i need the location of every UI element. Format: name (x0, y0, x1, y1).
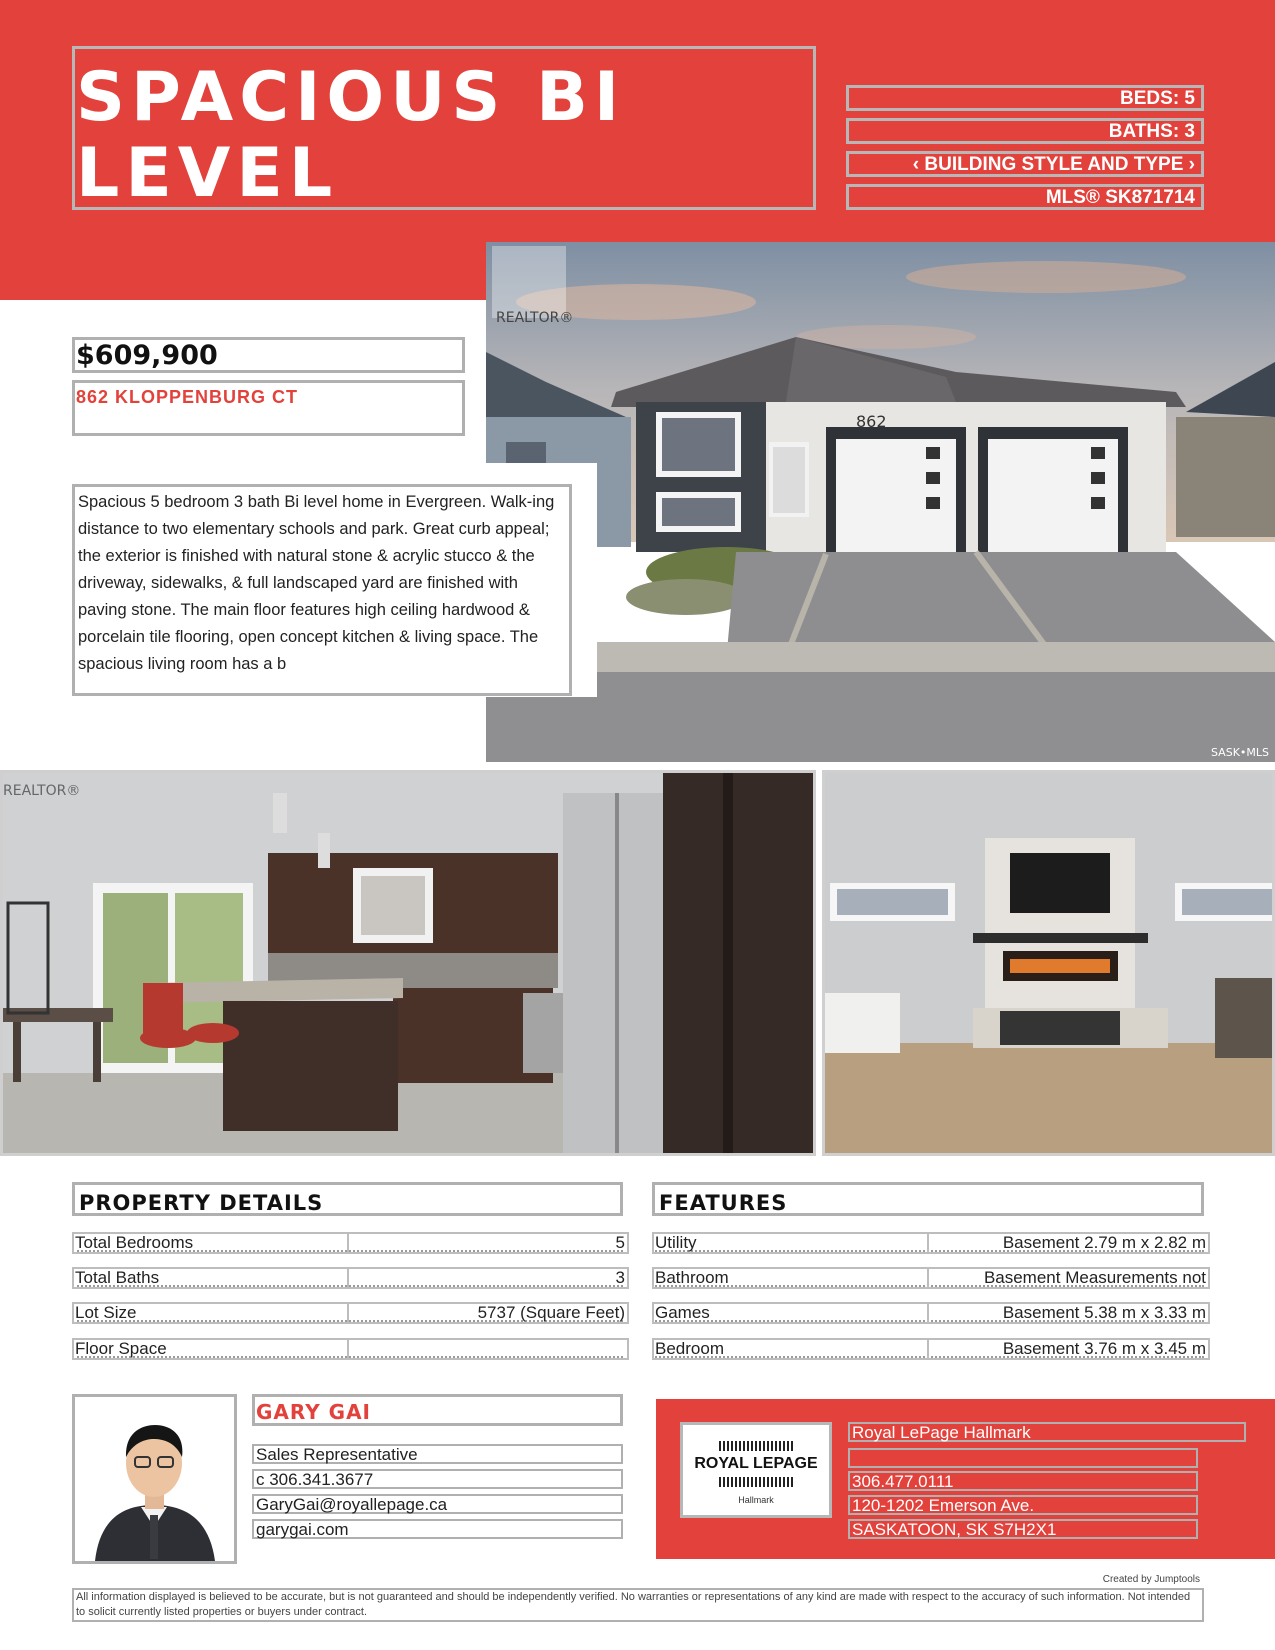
price: $609,900 (76, 340, 218, 371)
feature-row (652, 1302, 1204, 1322)
living-room-photo[interactable] (822, 770, 1275, 1156)
feature-value: Basement 3.76 m x 3.45 m (927, 1338, 1210, 1360)
realtor-badge: REALTOR® (496, 310, 574, 326)
agent-photo (72, 1394, 237, 1564)
detail-label: Floor Space (72, 1338, 350, 1360)
detail-value: 5737 (Square Feet) (347, 1302, 629, 1324)
office-phone[interactable]: 306.477.0111 (848, 1471, 1198, 1491)
feature-label: Bathroom (652, 1267, 930, 1289)
office-city: SASKATOON, SK S7H2X1 (848, 1519, 1198, 1539)
house-number: 862 (856, 412, 887, 431)
house-exterior-image (486, 242, 1275, 762)
created-by: Created by Jumptools (1102, 1574, 1200, 1585)
property-details-heading: PROPERTY DETAILS (72, 1182, 623, 1216)
feature-value: Basement Measurements not (927, 1267, 1210, 1289)
royal-lepage-logo (680, 1422, 832, 1518)
kitchen-image (3, 773, 816, 1156)
detail-row (72, 1302, 623, 1322)
disclaimer: All information displayed is believed to be accurate, but is not guaranteed and should be independently verified. No warranties or representations of any kind are made with respect to the accuracy of such information. Not intended to solicit currently listed properties or buyers under contract. (72, 1588, 1204, 1622)
agent-email[interactable]: GaryGai@royallepage.ca (252, 1494, 623, 1514)
detail-value: 5 (347, 1232, 629, 1254)
mls-number: MLS® SK871714 (846, 184, 1204, 210)
feature-value: Basement 2.79 m x 2.82 m (927, 1232, 1210, 1254)
detail-value: 3 (347, 1267, 629, 1289)
realtor-badge-2: REALTOR® (3, 783, 81, 799)
baths-stat: BATHS: 3 (846, 118, 1204, 144)
logo-stripes-top (719, 1441, 795, 1451)
logo-subtitle: Hallmark (738, 1495, 774, 1505)
detail-label: Total Bedrooms (72, 1232, 350, 1254)
description: Spacious 5 bedroom 3 bath Bi level home in Evergreen. Walk-ing distance to two elementary schools and park. Great curb appeal; the exterior is finished with natural stone & acrylic stucco & the driveway, sidewalks, & full landscaped yard are finished with paving stone. The main floor features high ceiling hardwood & porcelain tile flooring, open concept kitchen & living space. The spacious living room has a b (72, 484, 572, 696)
office-name: Royal LePage Hallmark (848, 1422, 1246, 1442)
logo-stripes-bottom (719, 1477, 795, 1487)
detail-row (72, 1338, 623, 1358)
logo-wordmark: ROYAL LEPAGE (694, 1455, 818, 1472)
feature-label: Utility (652, 1232, 930, 1254)
office-blank-field (848, 1448, 1198, 1468)
feature-label: Games (652, 1302, 930, 1324)
mls-watermark: SASK•MLS (1211, 746, 1269, 759)
detail-row (72, 1232, 623, 1252)
office-street: 120-1202 Emerson Ave. (848, 1495, 1198, 1515)
address: 862 KLOPPENBURG CT (76, 387, 299, 407)
living-room-image (825, 773, 1275, 1156)
agent-phone[interactable]: c 306.341.3677 (252, 1469, 623, 1489)
features-heading: FEATURES (652, 1182, 1204, 1216)
detail-value (347, 1338, 629, 1360)
listing-title: SPACIOUS BI LEVEL (76, 58, 626, 213)
agent-portrait (75, 1397, 234, 1561)
feature-row (652, 1267, 1204, 1287)
feature-value: Basement 5.38 m x 3.33 m (927, 1302, 1210, 1324)
beds-stat: BEDS: 5 (846, 85, 1204, 111)
agent-name: GARY GAI (256, 1400, 371, 1424)
agent-title: Sales Representative (252, 1444, 623, 1464)
feature-label: Bedroom (652, 1338, 930, 1360)
feature-row (652, 1338, 1204, 1358)
agent-website[interactable]: garygai.com (252, 1519, 623, 1539)
detail-row (72, 1267, 623, 1287)
feature-row (652, 1232, 1204, 1252)
detail-label: Total Baths (72, 1267, 350, 1289)
kitchen-photo[interactable] (0, 770, 816, 1156)
exterior-photo[interactable] (486, 242, 1275, 762)
building-style-stat: ‹ BUILDING STYLE AND TYPE › (846, 151, 1204, 177)
detail-label: Lot Size (72, 1302, 350, 1324)
